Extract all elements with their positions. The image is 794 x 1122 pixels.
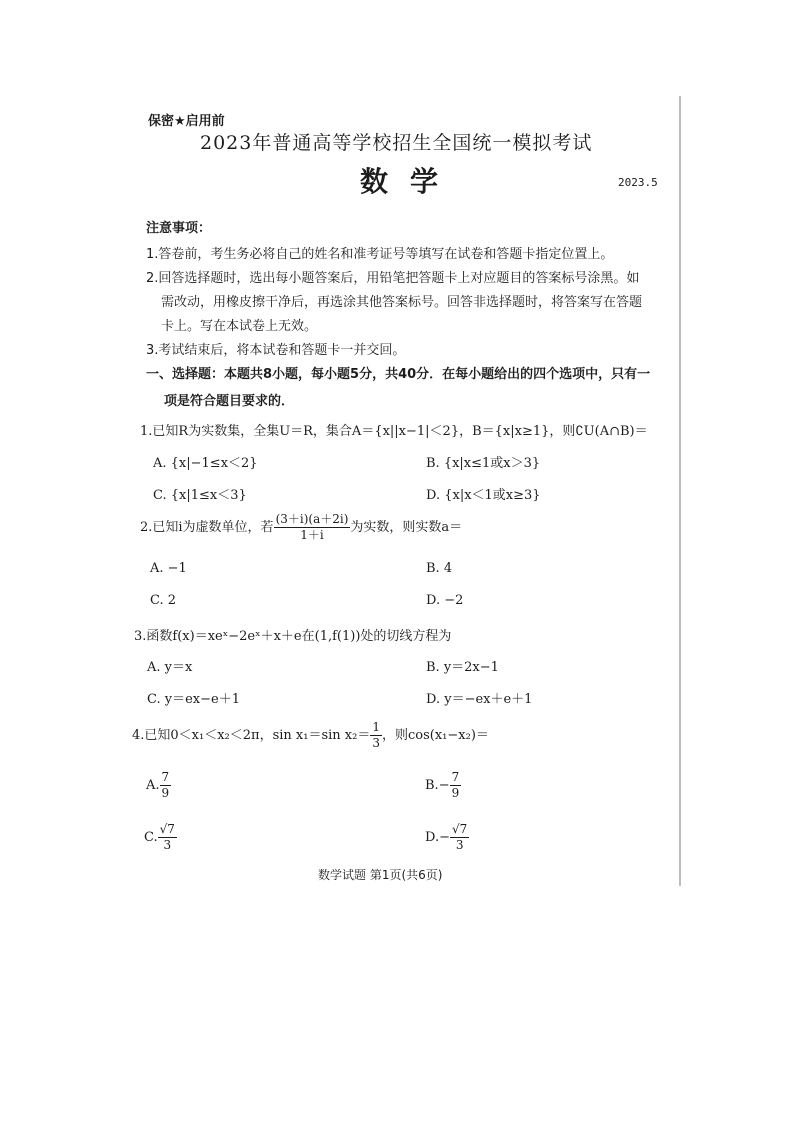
note-line: 卡上。写在本试卷上无效。: [161, 319, 318, 334]
q4-fraction-denominator: 3: [372, 736, 380, 750]
q2-option-d: D. −2: [426, 593, 464, 608]
q4-option-b-numerator: 7: [451, 770, 460, 784]
subject-title: 数学: [360, 165, 461, 198]
page-footer: 数学试题 第1页(共6页): [318, 868, 443, 882]
q2-stem-before: 2.已知i为虚数单位，若: [140, 520, 274, 535]
q4-option-d-sign: −: [439, 830, 450, 845]
q3-option-b: B. y＝2x−1: [426, 660, 499, 675]
q2-fraction: [274, 512, 351, 543]
q4-option-d-fraction: [450, 822, 469, 853]
q4-fraction: [370, 720, 382, 751]
q2-option-b: B. 4: [426, 561, 453, 576]
note-line: 需改动，用橡皮擦干净后，再选涂其他答案标号。回答非选择题时，将答案写在答题: [161, 295, 643, 310]
q4-option-b: [425, 770, 461, 801]
q4-option-c-denominator: 3: [163, 838, 172, 852]
exam-date: 2023.5: [618, 176, 658, 189]
margin-line: [679, 96, 681, 886]
q4-option-d-denominator: 3: [455, 838, 464, 852]
q2-option-c: C. 2: [150, 593, 177, 608]
q3-option-d: D. y＝−ex＋e＋1: [426, 692, 533, 707]
q4-option-b-denominator: 9: [451, 786, 460, 800]
q4-option-b-fraction: [450, 770, 462, 801]
q1-option-a: A. {x|−1≤x＜2}: [153, 456, 258, 471]
section-heading-cont: 项是符合题目要求的．: [164, 394, 295, 409]
q4-option-a: [146, 770, 171, 801]
question-1-stem: 1.已知R为实数集，全集U＝R，集合A＝{x||x−1|＜2}，B＝{x|x≥1}，则∁U(A∩B)＝: [140, 424, 648, 439]
q4-option-d: [425, 822, 469, 853]
q4-option-c-fraction: [158, 822, 177, 853]
q4-stem-after: ，则cos(x₁−x₂)＝: [381, 728, 489, 743]
q1-option-b: B. {x|x≤1或x＞3}: [426, 456, 541, 471]
question-3-stem: 3.函数f(x)＝xeˣ−2eˣ＋x＋e在(1,f(1))处的切线方程为: [134, 629, 452, 644]
q4-fraction-numerator: 1: [372, 720, 380, 734]
section-heading: 一、选择题：本题共8小题，每小题5分，共40分．在每小题给出的四个选项中，只有一: [146, 367, 651, 382]
q2-stem-after: 为实数，则实数a＝: [350, 520, 463, 535]
q4-option-c: [144, 822, 177, 853]
q4-option-a-label: A.: [146, 778, 160, 793]
q1-option-c: C. {x|1≤x＜3}: [153, 488, 247, 503]
note-line: 1.答卷前，考生务必将自己的姓名和准考证号等填写在试卷和答题卡指定位置上。: [146, 247, 614, 262]
q4-option-c-numerator: √7: [159, 822, 175, 836]
q2-fraction-numerator: (3＋i)(a＋2i): [275, 512, 349, 526]
note-line: 2.回答选择题时，选出每小题答案后，用铅笔把答题卡上对应题目的答案标号涂黑。如: [146, 271, 640, 286]
q2-fraction-denominator: 1＋i: [300, 528, 324, 542]
exam-title: 2023年普通高等学校招生全国统一模拟考试: [200, 132, 593, 154]
q4-option-d-label: D.: [425, 830, 440, 845]
q4-option-d-numerator: √7: [452, 822, 468, 836]
confidential-label: 保密★启用前: [148, 114, 225, 129]
q2-option-a: A. −1: [150, 561, 187, 576]
q4-option-a-fraction: [160, 770, 172, 801]
q4-option-b-sign: −: [438, 778, 450, 793]
q4-option-b-label: B.: [425, 778, 439, 793]
q4-stem-before: 4.已知0＜x₁＜x₂＜2π，sin x₁＝sin x₂＝: [132, 728, 371, 743]
note-line: 3.考试结束后，将本试卷和答题卡一并交回。: [146, 343, 406, 358]
q4-option-c-label: C.: [144, 830, 158, 845]
q3-option-a: A. y＝x: [147, 660, 193, 675]
q4-option-a-denominator: 9: [161, 786, 170, 800]
question-2-stem: [140, 512, 462, 543]
q1-option-d: D. {x|x＜1或x≥3}: [426, 488, 541, 503]
q4-option-a-numerator: 7: [161, 770, 170, 784]
notes-heading: 注意事项：: [146, 221, 212, 236]
q3-option-c: C. y＝ex−e＋1: [147, 692, 240, 707]
question-4-stem: [132, 720, 489, 751]
